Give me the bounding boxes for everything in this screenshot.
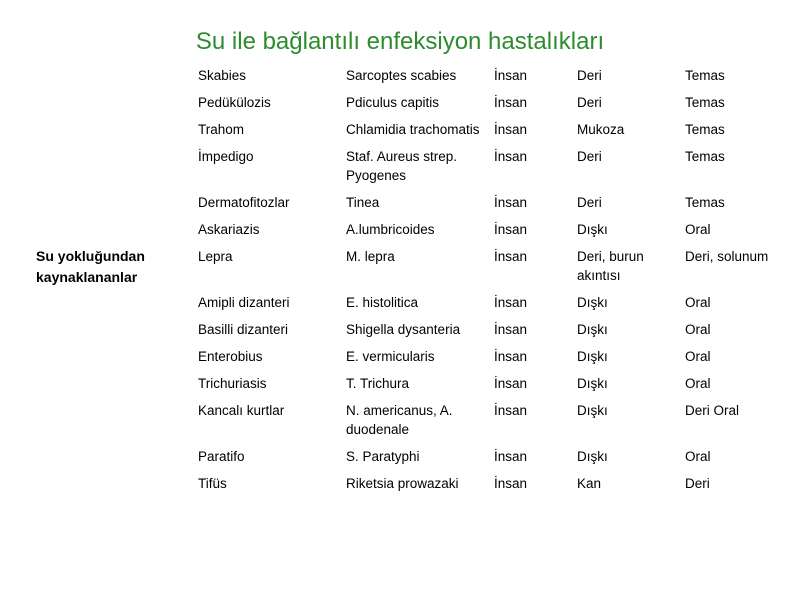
table-row: [193, 143, 780, 189]
cell-transmission-route: Temas: [685, 122, 725, 137]
cell-source: İnsan: [494, 349, 528, 364]
cell-transmission-material: Deri: [577, 95, 602, 110]
cell-transmission-route: Temas: [685, 195, 725, 210]
cell-transmission-material: Deri, burun akıntısı: [577, 249, 644, 283]
cell-agent: Sarcoptes scabies: [346, 68, 457, 83]
cell-transmission-route: Oral: [685, 376, 711, 391]
cell-disease-name: Pedükülozis: [198, 95, 271, 110]
cell-disease-name: Basilli dizanteri: [198, 322, 289, 337]
cell-transmission-material: Dışkı: [577, 376, 608, 391]
cell-transmission-material: Dışkı: [577, 222, 608, 237]
page-title: Su ile bağlantılı enfeksiyon hastalıkları: [195, 28, 605, 55]
disease-table: [193, 62, 780, 497]
cell-transmission-route: Deri: [685, 476, 710, 491]
cell-disease-name: Skabies: [198, 68, 247, 83]
cell-agent: A.lumbricoides: [346, 222, 435, 237]
cell-agent: Staf. Aureus strep. Pyogenes: [346, 149, 458, 183]
cell-disease-name: Trichuriasis: [198, 376, 267, 391]
cell-transmission-material: Mukoza: [577, 122, 625, 137]
cell-agent: E. histolitica: [346, 295, 419, 310]
cell-source: İnsan: [494, 376, 528, 391]
table-row: [193, 89, 780, 116]
cell-disease-name: Tifüs: [198, 476, 227, 491]
cell-transmission-material: Dışkı: [577, 449, 608, 464]
cell-transmission-material: Deri: [577, 195, 602, 210]
table-row: [193, 370, 780, 397]
cell-transmission-route: Oral: [685, 322, 711, 337]
side-label: [36, 246, 145, 288]
cell-disease-name: Dermatofitozlar: [198, 195, 290, 210]
cell-agent: Pdiculus capitis: [346, 95, 440, 110]
cell-source: İnsan: [494, 249, 528, 264]
cell-source: İnsan: [494, 476, 528, 491]
cell-disease-name: Lepra: [198, 249, 233, 264]
cell-disease-name: Kancalı kurtlar: [198, 403, 285, 418]
table-row: [193, 316, 780, 343]
side-label-line-1: Su yokluğundan: [36, 248, 145, 264]
table-row: [193, 243, 780, 289]
table-row: [193, 289, 780, 316]
table-row: [193, 116, 780, 143]
cell-source: İnsan: [494, 322, 528, 337]
table-row: [193, 470, 780, 497]
cell-transmission-material: Dışkı: [577, 295, 608, 310]
cell-source: İnsan: [494, 195, 528, 210]
table-row: [193, 343, 780, 370]
cell-transmission-route: Oral: [685, 295, 711, 310]
cell-transmission-route: Oral: [685, 349, 711, 364]
cell-transmission-route: Temas: [685, 95, 725, 110]
cell-agent: Tinea: [346, 195, 380, 210]
cell-transmission-route: Oral: [685, 449, 711, 464]
cell-agent: T. Trichura: [346, 376, 410, 391]
cell-transmission-material: Dışkı: [577, 403, 608, 418]
cell-source: İnsan: [494, 122, 528, 137]
cell-disease-name: Trahom: [198, 122, 245, 137]
cell-source: İnsan: [494, 295, 528, 310]
side-label-line-2: kaynaklananlar: [36, 269, 138, 285]
table-row: [193, 443, 780, 470]
cell-transmission-material: Deri: [577, 68, 602, 83]
cell-transmission-material: Dışkı: [577, 349, 608, 364]
cell-source: İnsan: [494, 403, 528, 418]
cell-agent: Shigella dysanteria: [346, 322, 461, 337]
cell-agent: E. vermicularis: [346, 349, 435, 364]
disease-table-body: [193, 62, 780, 497]
cell-agent: Chlamidia trachomatis: [346, 122, 480, 137]
cell-disease-name: Askariazis: [198, 222, 260, 237]
cell-source: İnsan: [494, 68, 528, 83]
cell-agent: Riketsia prowazaki: [346, 476, 459, 491]
cell-agent: N. americanus, A. duodenale: [346, 403, 453, 437]
cell-disease-name: Amipli dizanteri: [198, 295, 290, 310]
cell-source: İnsan: [494, 95, 528, 110]
cell-transmission-route: Temas: [685, 68, 725, 83]
table-row: [193, 216, 780, 243]
table-row: [193, 62, 780, 89]
table-row: [193, 397, 780, 443]
cell-transmission-route: Oral: [685, 222, 711, 237]
cell-transmission-material: Dışkı: [577, 322, 608, 337]
table-row: [193, 189, 780, 216]
cell-disease-name: Paratifo: [198, 449, 245, 464]
cell-transmission-material: Deri: [577, 149, 602, 164]
cell-transmission-material: Kan: [577, 476, 602, 491]
cell-source: İnsan: [494, 149, 528, 164]
cell-agent: M. lepra: [346, 249, 395, 264]
cell-disease-name: Enterobius: [198, 349, 263, 364]
cell-source: İnsan: [494, 449, 528, 464]
cell-transmission-route: Temas: [685, 149, 725, 164]
cell-agent: S. Paratyphi: [346, 449, 420, 464]
cell-transmission-route: Deri, solunum: [685, 249, 769, 264]
cell-disease-name: İmpedigo: [198, 149, 254, 164]
cell-transmission-route: Deri Oral: [685, 403, 740, 418]
cell-source: İnsan: [494, 222, 528, 237]
